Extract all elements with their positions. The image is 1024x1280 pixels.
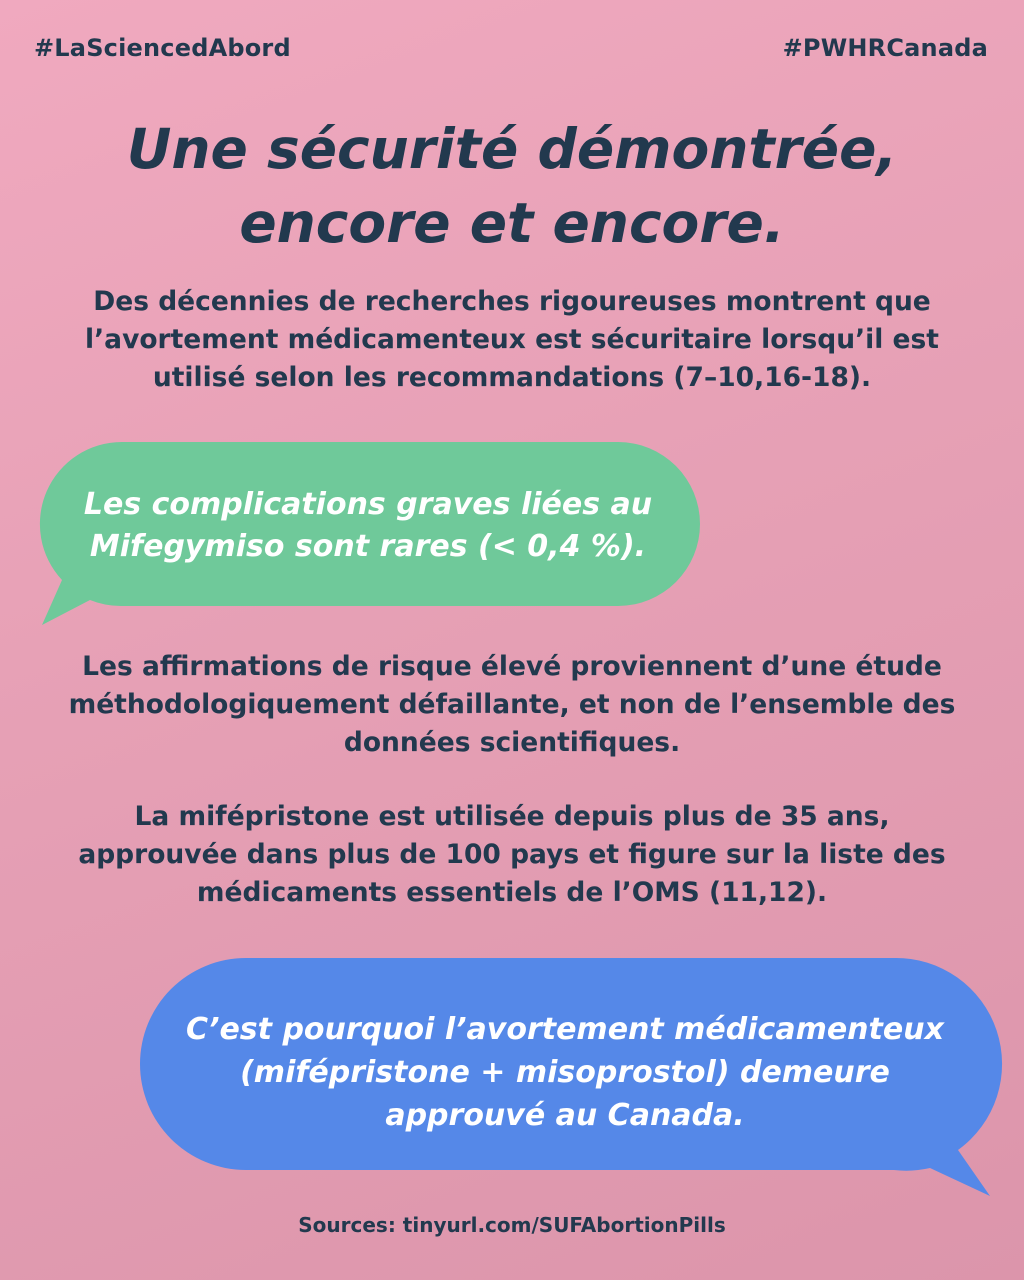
mifepristone-paragraph xyxy=(40,798,984,912)
blue-bubble-line-2: (mifépristone + misoprostol) demeure xyxy=(240,1055,890,1090)
risk-line-2: méthodologiquement défaillante, et non de l’ensemble des xyxy=(68,689,956,720)
mifepristone-line-3: médicaments essentiels de l’OMS (11,12). xyxy=(196,877,828,908)
green-bubble-text xyxy=(48,484,688,568)
mifepristone-line-2: approuvée dans plus de 100 pays et figure sur la liste des xyxy=(78,839,946,870)
risk-line-3: données scientifiques. xyxy=(343,727,681,758)
blue-bubble-text xyxy=(150,1008,980,1137)
intro-line-3: utilisé selon les recommandations (7–10,16-18). xyxy=(152,362,872,393)
green-bubble-line-1: Les complications graves liées au xyxy=(83,487,653,522)
sources-link[interactable]: Sources: tinyurl.com/SUFAbortionPills xyxy=(298,1213,726,1237)
risk-paragraph xyxy=(40,648,984,762)
risk-line-1: Les affirmations de risque élevé proviennent d’une étude xyxy=(82,651,942,682)
title-line-2: encore et encore. xyxy=(239,191,785,255)
hashtag-left: #LaSciencedAbord xyxy=(34,34,291,62)
blue-bubble-line-3: approuvé au Canada. xyxy=(385,1098,745,1133)
intro-line-2: l’avortement médicamenteux est sécuritaire lorsqu’il est xyxy=(85,324,939,355)
green-bubble-line-2: Mifegymiso sont rares (< 0,4 %). xyxy=(89,529,647,564)
intro-line-1: Des décennies de recherches rigoureuses montrent que xyxy=(93,286,931,317)
title-line-1: Une sécurité démontrée, xyxy=(126,117,898,181)
mifepristone-line-1: La mifépristone est utilisée depuis plus de 35 ans, xyxy=(134,801,890,832)
blue-bubble-line-1: C’est pourquoi l’avortement médicamenteux xyxy=(186,1012,944,1047)
hashtag-right: #PWHRCanada xyxy=(782,34,988,62)
